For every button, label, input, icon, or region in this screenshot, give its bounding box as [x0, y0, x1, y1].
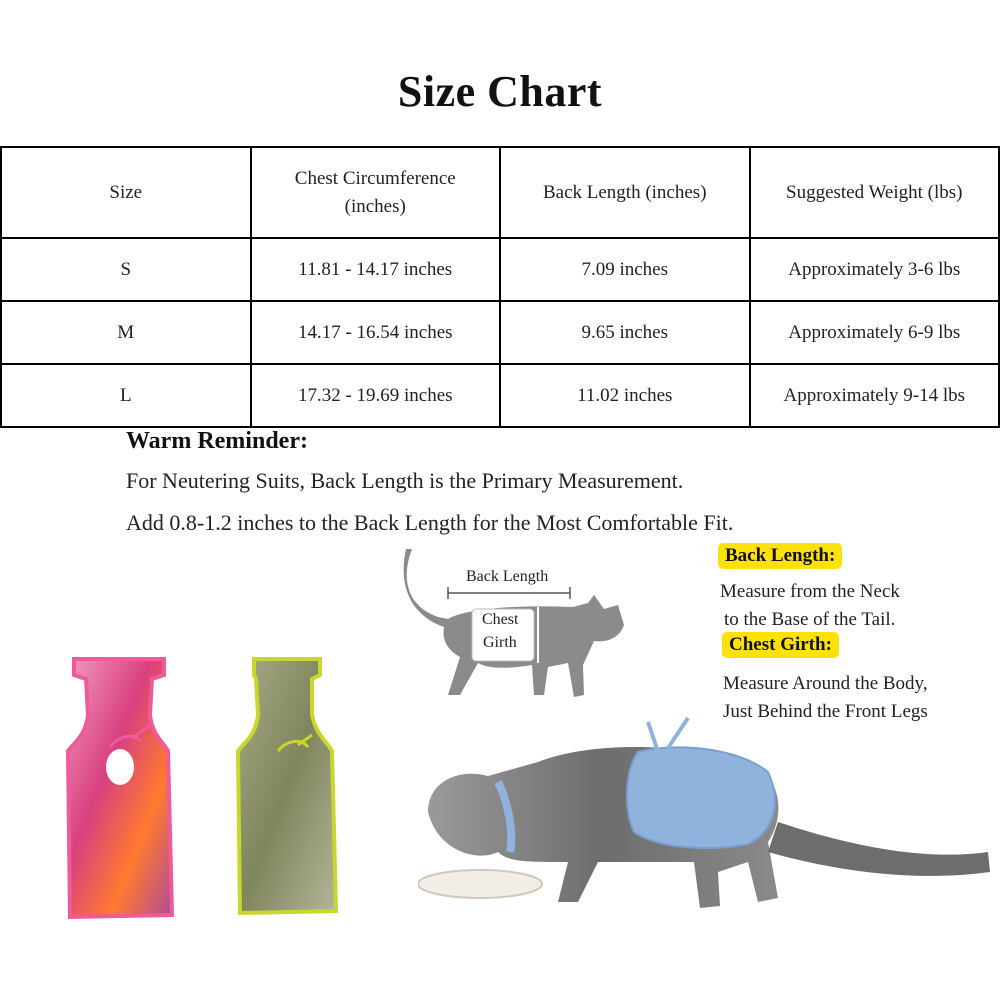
cell-size: M: [1, 301, 251, 364]
header-back: Back Length (inches): [500, 147, 750, 238]
reminder-line-1: For Neutering Suits, Back Length is the Primary Measurement.: [126, 468, 684, 493]
chest-girth-line-1: Measure Around the Body,: [723, 673, 928, 694]
olive-suit-image: [228, 655, 348, 925]
chest-label-1: Chest: [482, 611, 519, 628]
header-chest-text: Chest Circumference (inches): [294, 167, 456, 217]
cat-wearing-suit-image: [418, 712, 998, 922]
pink-suit-image: [60, 655, 180, 925]
page-title: Size Chart: [397, 67, 603, 116]
cell-back: 11.02 inches: [500, 364, 750, 427]
header-chest: [251, 147, 501, 238]
header-weight: Suggested Weight (lbs): [750, 147, 1000, 238]
cell-chest: 14.17 - 16.54 inches: [251, 301, 501, 364]
table-row: [1, 301, 999, 364]
cell-weight: Approximately 6-9 lbs: [750, 301, 1000, 364]
cell-size: S: [1, 238, 251, 301]
chest-girth-tag: Chest Girth:: [722, 632, 839, 658]
header-size: Size: [1, 147, 251, 238]
back-length-label: Back Length: [466, 568, 549, 585]
table-header-row: [1, 147, 999, 238]
table-row: [1, 364, 999, 427]
chest-label-2: Girth: [483, 634, 517, 651]
cell-weight: Approximately 9-14 lbs: [750, 364, 1000, 427]
cell-chest: 17.32 - 19.69 inches: [251, 364, 501, 427]
table-row: [1, 238, 999, 301]
size-table: [0, 146, 1000, 428]
cell-back: 9.65 inches: [500, 301, 750, 364]
cell-back: 7.09 inches: [500, 238, 750, 301]
back-length-tag: Back Length:: [718, 543, 842, 569]
reminder-title: Warm Reminder:: [126, 428, 308, 454]
cell-chest: 11.81 - 14.17 inches: [251, 238, 501, 301]
cell-weight: Approximately 3-6 lbs: [750, 238, 1000, 301]
back-length-line-2: to the Base of the Tail.: [724, 609, 896, 630]
back-length-line-1: Measure from the Neck: [720, 581, 900, 602]
reminder-line-2: Add 0.8-1.2 inches to the Back Length for the Most Comfortable Fit.: [126, 510, 734, 535]
chest-girth-line-2: Just Behind the Front Legs: [723, 701, 928, 722]
cell-size: L: [1, 364, 251, 427]
